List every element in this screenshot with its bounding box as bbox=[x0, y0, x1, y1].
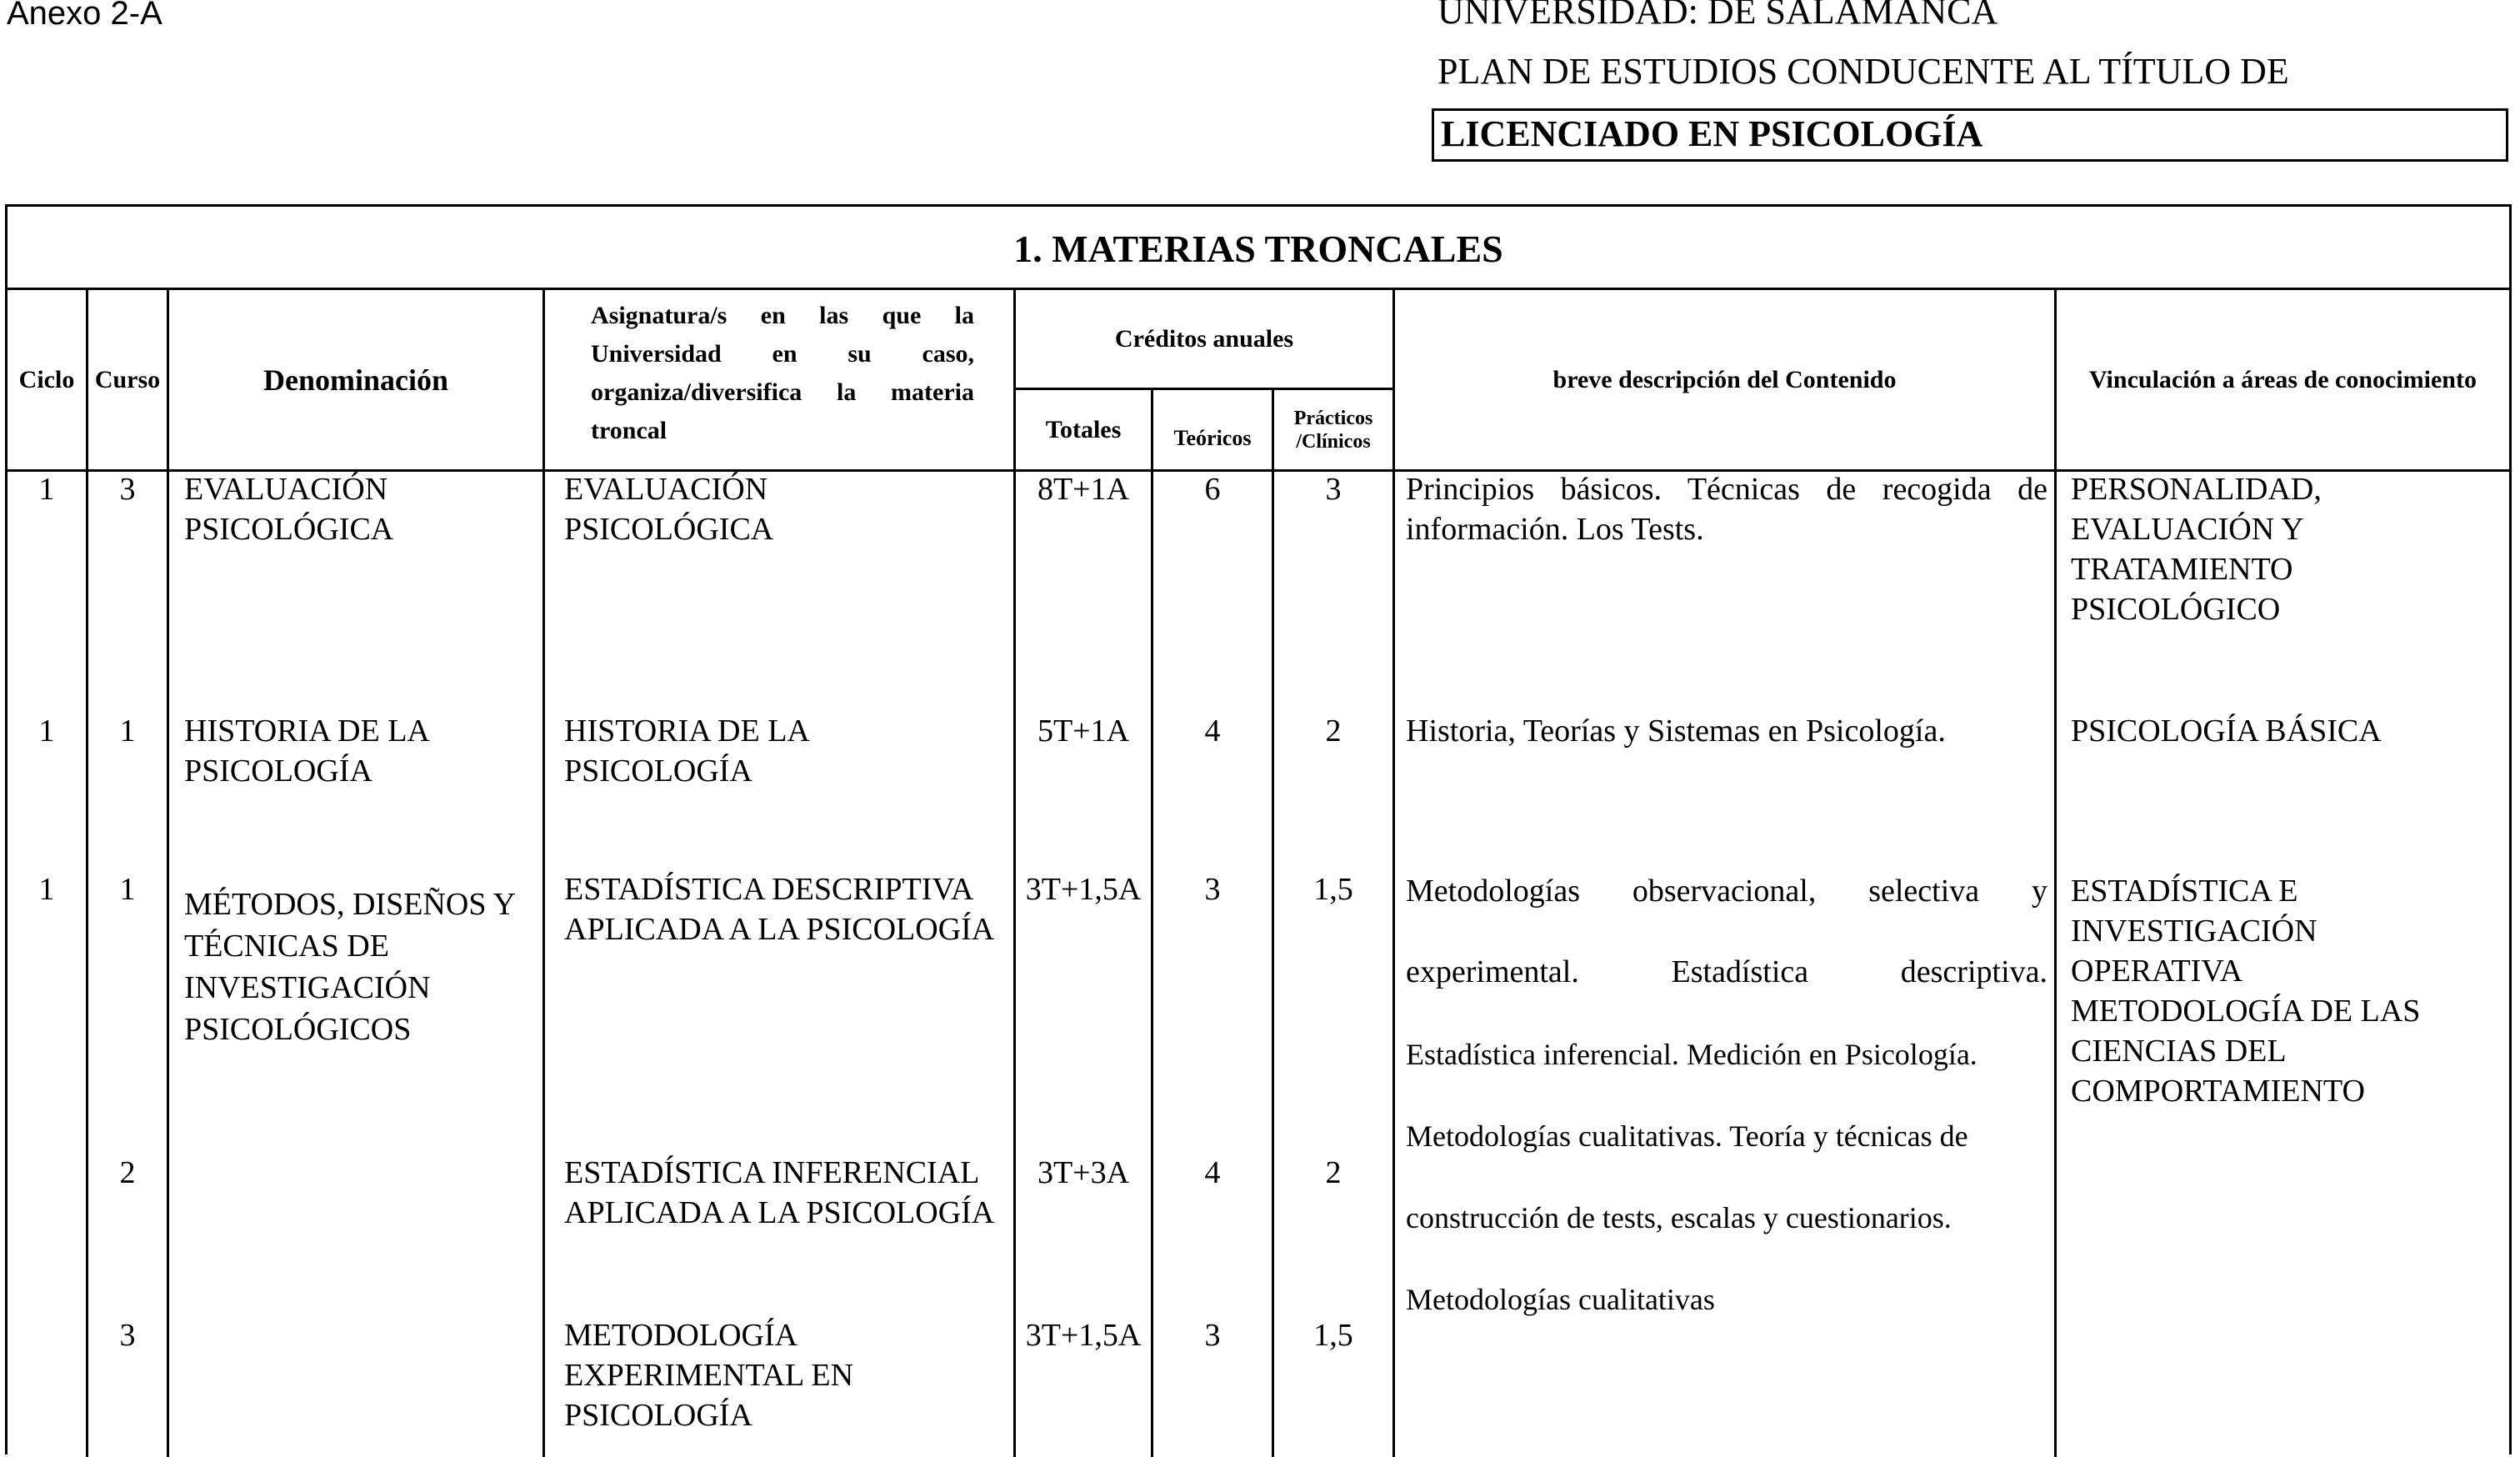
row4-asignatura: ESTADÍSTICA INFERENCIAL APLICADA A LA PSICOLOGÍA bbox=[564, 1155, 995, 1230]
area-line: CIENCIAS DEL bbox=[2071, 1034, 2287, 1069]
column-header-descripcion: breve descripción del Contenido bbox=[1552, 365, 1897, 393]
grid-line bbox=[1151, 388, 1153, 1457]
column-header-vinculacion: Vinculación a áreas de conocimiento bbox=[2089, 365, 2477, 393]
description-line: construcción de tests, escalas y cuestionarios. bbox=[1406, 1201, 1952, 1234]
row3-asignatura: ESTADÍSTICA DESCRIPTIVA APLICADA A LA PSICOLOGÍA bbox=[564, 872, 995, 947]
row2-totales: 5T+1A bbox=[1037, 713, 1130, 749]
description-line: Metodologías cualitativas bbox=[1406, 1283, 1715, 1316]
row2-denominacion: HISTORIA DE LA PSICOLOGÍA bbox=[184, 713, 428, 789]
description-line: experimental. Estadística descriptiva. bbox=[1406, 954, 2048, 989]
row5-totales: 3T+1,5A bbox=[1025, 1318, 1142, 1353]
study-plan-heading: PLAN DE ESTUDIOS CONDUCENTE AL TÍTULO DE bbox=[1438, 51, 2289, 92]
column-header-asignaturas: Asignatura/s en las que la Universidad en su caso, organiza/diversifica la materia troncal bbox=[591, 302, 974, 444]
row5-asignatura: METODOLOGÍA EXPERIMENTAL EN PSICOLOGÍA bbox=[564, 1318, 854, 1433]
column-header-totales: Totales bbox=[1045, 415, 1122, 443]
row2-ciclo: 1 bbox=[38, 713, 55, 749]
row1-totales: 8T+1A bbox=[1037, 472, 1130, 507]
row4-practicos: 2 bbox=[1325, 1155, 1342, 1190]
row5-curso: 3 bbox=[119, 1318, 136, 1353]
area-line: METODOLOGÍA DE LAS bbox=[2071, 994, 2421, 1029]
column-header-practicos: Prácticos /Clínicos bbox=[1293, 407, 1373, 453]
row2-descripcion: Historia, Teorías y Sistemas en Psicología. bbox=[1406, 713, 1946, 749]
row1-practicos: 3 bbox=[1325, 472, 1342, 507]
row5-teoricos: 3 bbox=[1204, 1318, 1221, 1353]
row1-denominacion: EVALUACIÓN PSICOLÓGICA bbox=[184, 472, 394, 547]
degree-title: LICENCIADO EN PSICOLOGÍA bbox=[1441, 113, 1983, 154]
area-line: OPERATIVA bbox=[2071, 954, 2243, 989]
column-header-teoricos: Teóricos bbox=[1173, 425, 1252, 450]
row3-practicos: 1,5 bbox=[1313, 872, 1353, 907]
area-line: ESTADÍSTICA E bbox=[2071, 874, 2298, 909]
description-line: Metodologías cualitativas. Teoría y técnicas de bbox=[1406, 1119, 1968, 1153]
row2-practicos: 2 bbox=[1325, 713, 1342, 749]
row1-vinculacion: PERSONALIDAD, EVALUACIÓN Y TRATAMIENTO PSICOLÓGICO bbox=[2071, 472, 2322, 627]
row2-asignatura: HISTORIA DE LA PSICOLOGÍA bbox=[564, 713, 808, 789]
description-line: Estadística inferencial. Medición en Psicología. bbox=[1406, 1038, 1978, 1071]
row3-totales: 3T+1,5A bbox=[1025, 872, 1142, 907]
column-header-creditos: Créditos anuales bbox=[1114, 324, 1294, 353]
row4-curso: 2 bbox=[119, 1155, 136, 1190]
university-heading: UNIVERSIDAD: DE SALAMANCA bbox=[1438, 0, 1998, 32]
row4-totales: 3T+3A bbox=[1037, 1155, 1130, 1190]
annex-label: Anexo 2-A bbox=[7, 0, 162, 32]
row2-vinculacion: PSICOLOGÍA BÁSICA bbox=[2071, 713, 2382, 749]
grid-line bbox=[542, 288, 545, 1457]
area-line: INVESTIGACIÓN bbox=[2071, 914, 2318, 949]
area-line: COMPORTAMIENTO bbox=[2071, 1074, 2365, 1109]
materias-troncales-table bbox=[5, 204, 2512, 1454]
row5-practicos: 1,5 bbox=[1313, 1318, 1353, 1353]
row3-ciclo: 1 bbox=[38, 872, 55, 907]
column-header-curso: Curso bbox=[94, 365, 161, 393]
row3-teoricos: 3 bbox=[1204, 872, 1221, 907]
degree-box bbox=[1432, 108, 2508, 162]
table-title: 1. MATERIAS TRONCALES bbox=[1013, 228, 1503, 270]
description-line: Metodologías observacional, selectiva y bbox=[1406, 874, 2048, 909]
row1-asignatura: EVALUACIÓN PSICOLÓGICA bbox=[564, 472, 774, 547]
row1-teoricos: 6 bbox=[1204, 472, 1221, 507]
row3-curso: 1 bbox=[119, 872, 136, 907]
row1-curso: 3 bbox=[119, 472, 136, 507]
grid-line bbox=[1272, 388, 1274, 1457]
row1-descripcion: Principios básicos. Técnicas de recogida de información. Los Tests. bbox=[1406, 472, 2048, 547]
row1-ciclo: 1 bbox=[38, 472, 55, 507]
row2-teoricos: 4 bbox=[1204, 713, 1221, 749]
row3-denominacion: MÉTODOS, DISEÑOS Y TÉCNICAS DE INVESTIGACIÓN PSICOLÓGICOS bbox=[184, 887, 515, 1047]
column-header-denominacion: Denominación bbox=[262, 363, 448, 397]
row4-teoricos: 4 bbox=[1204, 1155, 1221, 1190]
column-header-ciclo: Ciclo bbox=[18, 365, 75, 393]
row2-curso: 1 bbox=[119, 713, 136, 749]
